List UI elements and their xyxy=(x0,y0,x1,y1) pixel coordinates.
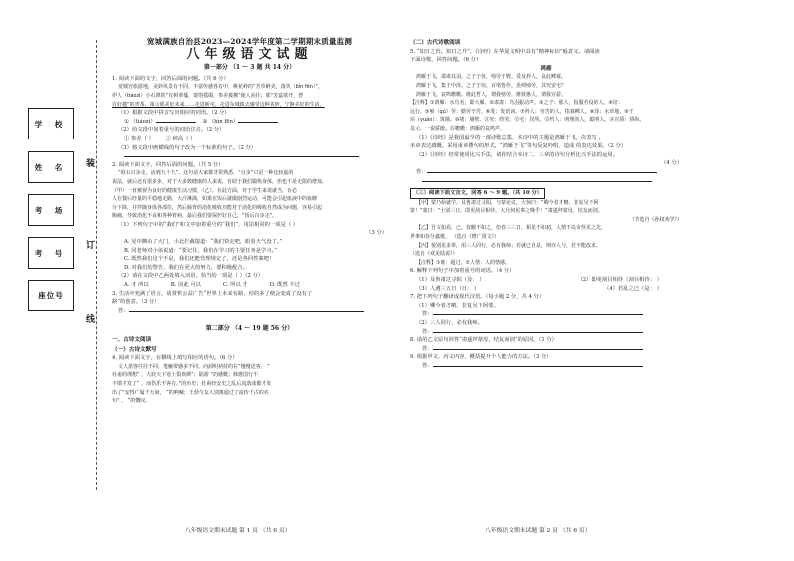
question-1: 1. 阅读下面的文字，回答后面的问题。（共 6 分） 宽城宫旅游地，美妙风景有不同，丰富传感各有中，桃花岭的“芳草鲜美，落英（bìn fēn）”， 伊人（tiáozi）小石潭的“有树翠蔓，蒙络摇缀，参差披拂”使人向往；那“芳蕊欲开，曾 许好越”的青茶，寓示那美好未来……走进新屯，走进东城镇去感受这种美妙，宁静美好的生活。 （1）根据文段中拼音写出相应的词语。（2 分） ① （tiáozi） ② （bìn fēn） （2）给文段中加着重号的词语注音。（2 分） ① 参差（ ） ② 碎高（ ） （3）将文段中画横线的句子改为一个标准的句子。（2 分） xyxy=(112,75,387,161)
student-info-boxes xyxy=(28,108,74,311)
answer-line[interactable] xyxy=(129,307,364,312)
q1-passage-line: 许好越”的青茶，寓示那美好未来……走进新屯，走进东城镇去感受这种美妙，宁静美好的生活。 xyxy=(112,101,325,108)
page-2-footer: 八年级语文期末试题 第 2 页 （共 6 页） xyxy=(485,528,591,534)
option-a[interactable]: A. 见中渊由了大门，小北拦截提道：“我们快走吧，眼看天气没了。” xyxy=(124,239,283,246)
exam-title: 八年级语文试题 xyxy=(186,46,313,62)
school-field[interactable]: 学 校 xyxy=(28,108,74,139)
option-b[interactable]: B. 因此 可以 xyxy=(170,282,201,289)
exam-room-field[interactable]: 考 场 xyxy=(28,194,74,225)
question-5: 5. “知日之归，知日之升”，《诗经》在华夏文明中具有“精神标识”般意义。请阅读 下面诗歌，回答问题。（6 分） 鸿雁 鸿雁于飞，肃肃其羽。之子于征，劬劳于野。爰及矜人，哀此鳏寡。 鸿雁于飞，集于中泽。之子于垣，百堵皆作。虽则劬劳，其究安宅？ 鸿雁于飞，哀鸣嗷嗷。维此哲人，谓我劬劳。维彼愚人，谓我宣骄。 【注释】①鸿雁：水鸟名，即大雁。②肃肃：鸟羽振动声。③之子：那人，指服劳役的人。④征： 远行。⑤劬（qú）劳：勤劳辛苦。⑥爰：发语词。⑦矜人：穷苦的人，指寡鳏人。⑧泽：水草地。⑨于 垣（yuán）：筑墙。⑩堵：墙壁。⑪究：终究。⑫宅：居所。⑬哲人：明理的人，聪明人。⑭宣骄：骄纵， 显示，一说骄傲。⑮嗷嗷：鸿雁的哀鸣声。 （1）《诗经》是我国最早的一部诗歌总集，本诗中的主题是鸿雁于飞，次表写 ， 末章表达感慨。采用重章叠句的形式，“鸿雁于飞”等句反复吟唱，造成 的表达效果。（2 分） （2）《诗经》经常使用比兴手法，请你结合本诗二、三章的诗句分析比兴手法的运用。 （4 分） 答： xyxy=(410,48,682,186)
question-9: 9. 根据甲文、丙文内容，概括提升个人能力的方法。（3 分） 答： xyxy=(410,353,682,370)
poem-title: 鸿雁 xyxy=(540,65,552,72)
part1-title: 第一部分 （1 ～ 3 题 共 14 分） xyxy=(203,64,296,72)
page-1-footer: 八年级语文期末试题 第 1 页 （共 6 页） xyxy=(185,528,291,534)
section-title: 一、古诗文阅读 xyxy=(112,337,152,343)
answer-line[interactable] xyxy=(433,345,643,350)
section-subtitle: （一）古诗文默写 xyxy=(112,346,157,353)
option-d[interactable]: D. 既然 不过 xyxy=(269,282,301,289)
answer-line[interactable] xyxy=(433,310,643,315)
answer-blank[interactable] xyxy=(156,118,196,123)
question-6: 6. 解释下列句子中加着重号的词语。（4 分） （1）及鲁肃过寻阳（及： ） （2）即更刮目相待（刮目相待： ） （3）人遵三五日（日： ） （4）若乱之已（是： ） xyxy=(410,268,662,292)
exam-header: 宽城满族自治县2023—2024学年度第二学期期末质量监测 xyxy=(146,37,353,46)
question-8: 8. 请用乙文原句回答“肃遂拜蒙母，结友而别”的原因。（1 分） 答： xyxy=(410,336,682,353)
binding-mark-zhuang: 装 xyxy=(86,154,95,171)
answer-blank[interactable] xyxy=(238,118,278,123)
section-title: （二）古代诗歌阅读 xyxy=(410,40,461,46)
option-b[interactable]: B. 同老师对小弟说道：“要记住，我们在学习的主要任务是学习。” xyxy=(124,247,278,254)
option-c[interactable]: C. 所以 才 xyxy=(222,282,248,289)
seat-number-field[interactable]: 座位号 xyxy=(28,280,74,311)
page-1-column xyxy=(112,38,387,406)
section-title: （三）阅读下面文言文，回答 6 ～ 9 题。（共 10 分） xyxy=(410,188,545,199)
answer-line[interactable] xyxy=(427,168,657,173)
name-field[interactable]: 姓 名 xyxy=(28,151,74,182)
classical-passages: 【甲】蒙乃始就学。及鲁肃过寻阳，与蒙论议，大惊曰：“卿今者才略，非复吴下阿 蒙！”蒙曰：“士别三日，即更刮目相待，大兄何见事之晚乎！”肃遂拜蒙母，结友而别。 （节选自《孙权劝学》） 【乙】吾文如焉，已，仅敝不如之，但卷三三日，相见不如初，人情不以奇怪见之先， 世事如谷分鑫歌。 （选自《增广贤文》） 【丙】悦别见求辈，用三人同行，必有我师；若就已自是，则亦人与，若不能改求。 （选自《戒见陆说》） 【注释】①谁：超过，②人情：人的情感。 xyxy=(410,199,682,266)
q1-passage-line: 伊人（tiáozi）小石潭的“有树翠蔓，蒙络摇缀，参差披拂”使人向往；那“芳蕊欲开，曾 xyxy=(112,92,304,99)
answer-line[interactable] xyxy=(433,362,643,367)
question-4: 4. 阅读下面文字，在横线上填写相应的语句。（6 分） 文人墨客往往不同，笔触带感多不同。向洞明初持的在“慢慢送客， ” 杜甫的理想“ ，大庇天下寒士俱欢颜”；陆游 ”的感慨；韩愈国行不 不惯才发了“ ，而伤乐不客有。”的历史；杜甫经安史之乱后流落成都才发 出了“安得广厦千万间， ”的呐喊；王勃与友人别离通过了流传千古的名 句“ ， ”的慨叹。 xyxy=(112,355,272,405)
answer-line[interactable] xyxy=(422,177,652,182)
option-c[interactable]: C. 既然我们这个不是，我们还能管理规定了，还是各回答案吧！ xyxy=(124,256,275,263)
option-d[interactable]: D. 对我们的警告，我们在更大的努力，要积极配合。 xyxy=(124,264,248,271)
binding-mark-ding: 订 xyxy=(86,236,95,253)
question-3: 3. 生活中充满了语言。请赏析公益广告“世界上本来有路，停的多了便会变成了没有了 路”的创意。（3 分） 答： xyxy=(112,290,387,316)
part2-title: 第二部分 （4 ～ 19 题 56 分） xyxy=(205,325,294,333)
binding-dashed-line xyxy=(96,40,97,490)
question-7: 7. 把下列句子翻译成现代汉语。（每小题 2 分，共 4 分） （1）卿今者才略，非复吴下阿蒙。 答： （2）三人同行，必有我师。 答： xyxy=(410,293,682,336)
q1-passage-line: 宽城宫旅游地，美妙风景有不同，丰富传感各有中，桃花岭的“芳草鲜美，落英（bìn fēn）”， xyxy=(118,84,324,91)
answer-line[interactable] xyxy=(433,328,643,333)
exam-number-field[interactable]: 考 号 xyxy=(28,237,74,268)
binding-mark-xian: 线 xyxy=(86,310,95,327)
question-2: 2. 阅读下面文字，回答后面的问题。（共 5 分） “纵石百步走，活到九十九”。这句话大家都非常熟悉，“百步”只是一种比较虚的 说法，就后还有很多步，对于大多数健康的人来说，有助于我们锻炼身体，但也不是无限的增加， （甲）一直被视为良好的健康生活习惯，（乙）。在此方面，对于学生来说就当，有必 人在餐后经量的平稳地走路，大汗淋漓，如果在饭后就做剧烈运动，可能会引起血液中的血糖 分下降，并伴随身体各部位，然后肠胃的消化吸收功能对于消化的吸收自然成为问题，容易引起 腹痛，导致消化不良和各种胃病，最后我们要保护好自己，“饭后百步走”。 （1）下列句子中的“我们”和文中加着重号的“我们”，用法相同的一项是（ ） （3 分） A. 见中渊由了大门，小北拦截提道：“我们快走吧，眼看天气没了。” B. 同老师对小弟说道：“要记住，我们在学习的主要任务是学习。” C. 既然我们这个不是，我们还能管理规定了，还是各回答案吧！ D. 对我们的警告，我们在更大的努力，要积极配合。 （2）请在文段中乙两处填入词语，恰当的一项是（ ）（2 分） A. 才 所以 B. 因此 可以 C. 所以 才 D. 既然 不过 xyxy=(112,161,387,289)
option-a[interactable]: A. 才 所以 xyxy=(124,282,149,289)
page-2-column xyxy=(410,38,682,371)
answer-line[interactable] xyxy=(124,152,359,157)
